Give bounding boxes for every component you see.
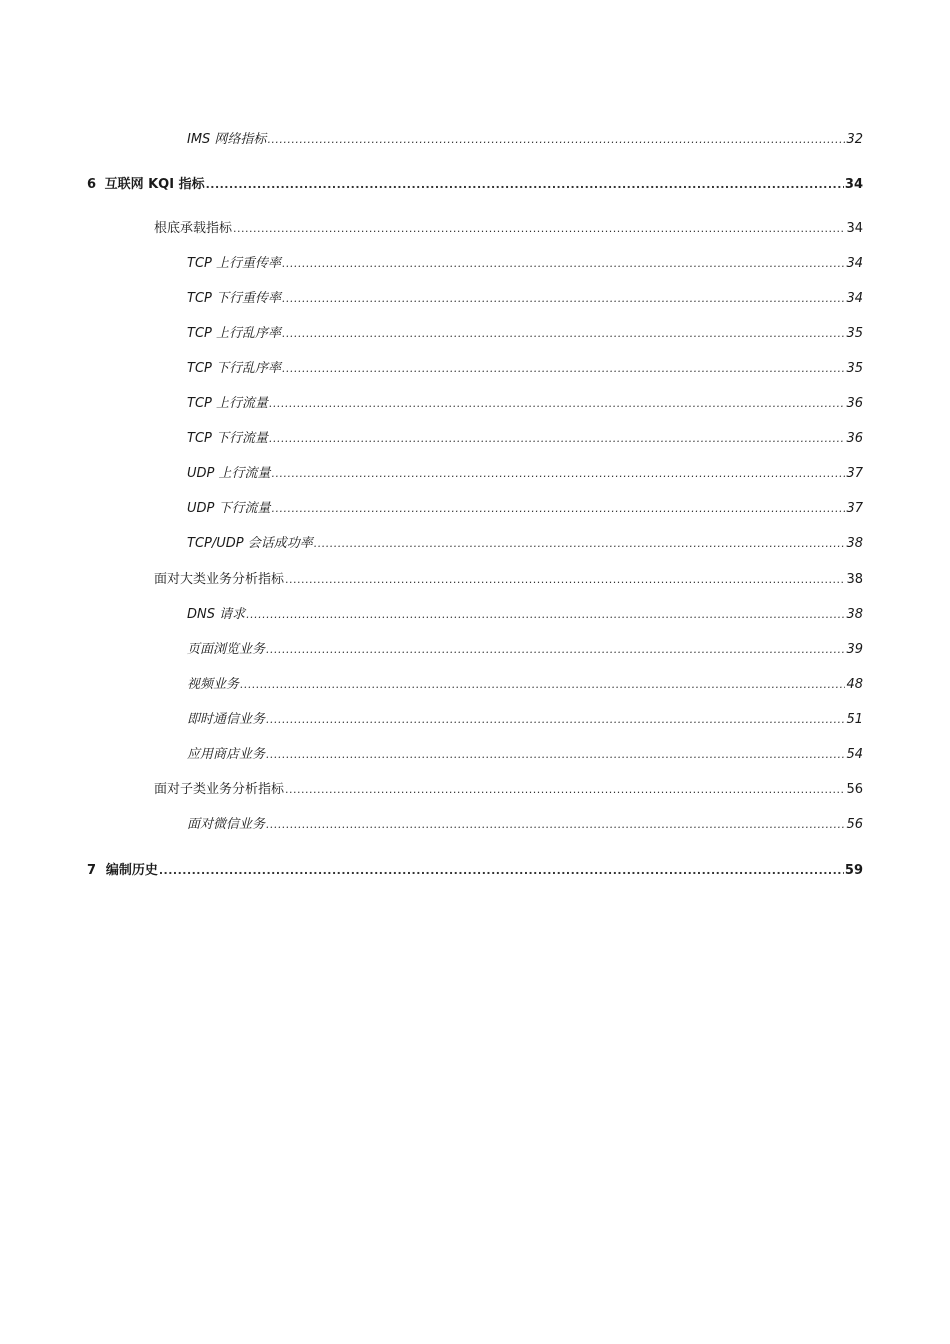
toc-entry[interactable] xyxy=(87,859,863,878)
toc-entry-title: TCP 上行乱序率 xyxy=(187,326,281,341)
toc-entry-title: 应用商店业务 xyxy=(187,747,266,762)
toc-entry-title: TCP 上行重传率 xyxy=(187,256,281,271)
toc-entry-title: 页面浏览业务 xyxy=(187,642,266,657)
toc-entry-title: UDP 下行流量 xyxy=(187,501,271,516)
toc-entry-page: 56 xyxy=(846,782,863,797)
toc-entry-page: 32 xyxy=(846,132,863,147)
toc-entry-page: 36 xyxy=(846,396,863,411)
toc-entry[interactable] xyxy=(187,287,863,306)
toc-entry-title: 根底承载指标 xyxy=(154,221,233,236)
toc-entry[interactable] xyxy=(187,638,863,657)
toc-leader-dots xyxy=(282,327,845,340)
toc-entry-title: TCP 下行重传率 xyxy=(187,291,281,306)
toc-entry-page: 37 xyxy=(846,501,863,516)
toc-entry[interactable] xyxy=(187,322,863,341)
toc-entry[interactable] xyxy=(154,778,863,797)
toc-leader-dots xyxy=(282,362,845,375)
toc-entry[interactable] xyxy=(187,427,863,446)
toc-entry[interactable] xyxy=(154,217,863,236)
toc-entry-title: 互联网 KQI 指标 xyxy=(104,177,205,192)
toc-entry-page: 38 xyxy=(846,536,863,551)
toc-entry[interactable] xyxy=(187,532,863,551)
toc-entry-title: TCP 下行乱序率 xyxy=(187,361,281,376)
toc-entry[interactable] xyxy=(187,497,863,516)
toc-entry-page: 34 xyxy=(846,256,863,271)
toc-leader-dots xyxy=(266,748,845,761)
toc-entry-title: 面对大类业务分析指标 xyxy=(154,572,285,587)
toc-entry[interactable] xyxy=(187,603,863,622)
toc-leader-dots xyxy=(282,292,845,305)
toc-entry[interactable] xyxy=(187,462,863,481)
toc-entry-page: 36 xyxy=(846,431,863,446)
toc-leader-dots xyxy=(266,643,845,656)
toc-entry[interactable] xyxy=(154,568,863,587)
toc-entry-title: 面对微信业务 xyxy=(187,817,266,832)
toc-entry-page: 37 xyxy=(846,466,863,481)
toc-leader-dots xyxy=(240,678,845,691)
toc-leader-dots xyxy=(285,783,845,796)
toc-entry[interactable] xyxy=(187,252,863,271)
toc-leader-dots xyxy=(314,537,846,550)
toc-leader-dots xyxy=(269,432,845,445)
toc-entry-title: TCP 上行流量 xyxy=(187,396,268,411)
toc-leader-dots xyxy=(282,257,845,270)
toc-entry[interactable] xyxy=(187,128,863,147)
toc-entry-page: 38 xyxy=(846,607,863,622)
toc-leader-dots xyxy=(266,818,845,831)
toc-leader-dots xyxy=(269,397,845,410)
toc-entry-page: 56 xyxy=(846,817,863,832)
toc-entry-title: TCP/UDP 会话成功率 xyxy=(187,536,313,551)
toc-entry-page: 35 xyxy=(846,361,863,376)
toc-entry[interactable] xyxy=(187,673,863,692)
toc-leader-dots xyxy=(233,222,845,235)
toc-leader-dots xyxy=(246,608,845,621)
toc-leader-dots xyxy=(285,573,845,586)
toc-entry-title: 面对子类业务分析指标 xyxy=(154,782,285,797)
toc-leader-dots xyxy=(272,502,846,515)
toc-entry-title: IMS 网络指标 xyxy=(187,132,267,147)
toc-leader-dots xyxy=(267,133,845,146)
toc-entry[interactable] xyxy=(187,708,863,727)
toc-entry-title: 即时通信业务 xyxy=(187,712,266,727)
toc-entry[interactable] xyxy=(187,392,863,411)
toc-entry[interactable] xyxy=(187,743,863,762)
toc-entry-number: 6 xyxy=(87,177,97,192)
toc-leader-dots xyxy=(159,864,844,877)
toc-entry-page: 39 xyxy=(846,642,863,657)
toc-entry-title: 视频业务 xyxy=(187,677,240,692)
toc-leader-dots xyxy=(206,178,844,191)
toc-entry-page: 54 xyxy=(846,747,863,762)
toc-entry-title: TCP 下行流量 xyxy=(187,431,268,446)
toc-entry-number: 7 xyxy=(87,863,97,878)
toc-entry-title: DNS 请求 xyxy=(187,607,246,622)
toc-entry[interactable] xyxy=(187,813,863,832)
toc-entry-title: 编制历史 xyxy=(105,863,158,878)
toc-entry[interactable] xyxy=(87,173,863,192)
toc-entry-page: 48 xyxy=(846,677,863,692)
toc-entry-title: UDP 上行流量 xyxy=(187,466,271,481)
toc-entry-page: 34 xyxy=(846,221,863,236)
toc-entry-page: 59 xyxy=(844,863,863,878)
toc-entry-page: 34 xyxy=(846,291,863,306)
toc-leader-dots xyxy=(266,713,845,726)
toc-entry-page: 35 xyxy=(846,326,863,341)
toc-leader-dots xyxy=(272,467,846,480)
toc-entry-page: 38 xyxy=(846,572,863,587)
toc-entry-page: 34 xyxy=(844,177,863,192)
toc-entry[interactable] xyxy=(187,357,863,376)
toc-entry-page: 51 xyxy=(846,712,863,727)
